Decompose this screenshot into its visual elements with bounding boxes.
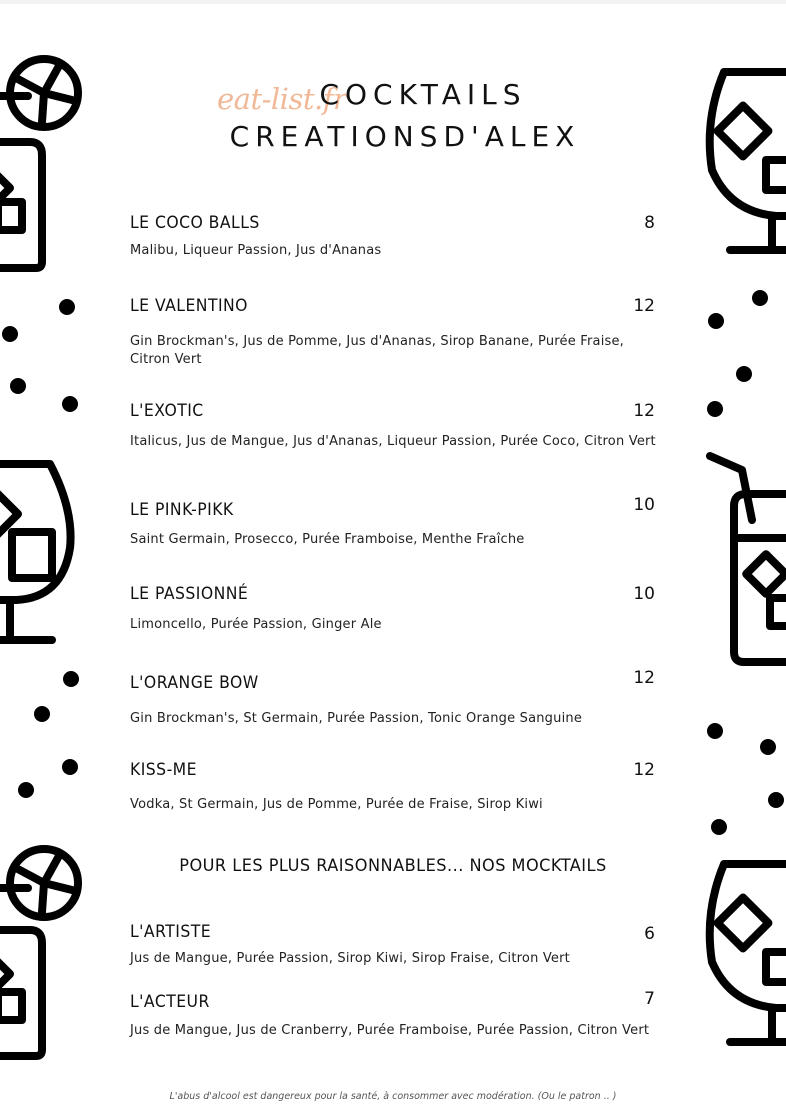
cocktail-description: Malibu, Liqueur Passion, Jus d'Ananas (130, 243, 382, 258)
dots-decoration (2, 299, 78, 412)
cocktail-price: 12 (633, 401, 655, 421)
gin-glass-icon (0, 464, 71, 640)
cocktail-name: LE PASSIONNÉ (130, 584, 249, 604)
cocktail-price: 12 (633, 668, 655, 688)
dots-decoration (18, 671, 79, 798)
cocktail-description: Gin Brockman's, St Germain, Purée Passion, Tonic Orange Sanguine (130, 711, 583, 726)
cocktail-name: L'ORANGE BOW (130, 673, 259, 693)
cocktail-description: Saint Germain, Prosecco, Purée Framboise, Menthe Fraîche (130, 532, 525, 547)
cocktail-description: Vodka, St Germain, Jus de Pomme, Purée de Fraise, Sirop Kiwi (130, 797, 543, 812)
cocktail-description: Italicus, Jus de Mangue, Jus d'Ananas, Liqueur Passion, Purée Coco, Citron Vert (130, 434, 656, 449)
cocktail-price: 10 (633, 495, 655, 515)
cocktail-name: KISS-ME (130, 760, 197, 780)
mocktail-description: Jus de Mangue, Jus de Cranberry, Purée Framboise, Purée Passion, Citron Vert (130, 1023, 650, 1038)
highball-straw-icon (710, 456, 786, 662)
cocktail-price: 8 (644, 213, 655, 233)
menu-subtitle: CREATIONSD'ALEX (229, 120, 581, 153)
dots-decoration (707, 290, 768, 417)
cocktail-price: 12 (633, 296, 655, 316)
cocktail-name: LE COCO BALLS (130, 213, 260, 233)
mocktail-price: 7 (644, 989, 655, 1009)
alcohol-warning-footer: L'abus d'alcool est dangereux pour la santé, à consommer avec modération. (Ou le patron .. ) (169, 1091, 617, 1102)
mocktail-price: 6 (644, 924, 655, 944)
cocktail-price: 10 (633, 584, 655, 604)
cocktail-name: L'EXOTIC (130, 401, 204, 421)
cocktail-price: 12 (633, 760, 655, 780)
cocktail-name: LE PINK-PIKK (130, 500, 234, 520)
mocktail-name: L'ARTISTE (130, 922, 212, 942)
cocktail-glass-lemon-icon (0, 849, 78, 1056)
cocktail-description: Gin Brockman's, Jus de Pomme, Jus d'Ananas, Sirop Banane, Purée Fraise, Citron Vert (130, 334, 625, 367)
watermark: eat-list.fr (217, 82, 347, 116)
cocktail-description: Limoncello, Purée Passion, Ginger Ale (130, 617, 382, 632)
mocktails-section-title: POUR LES PLUS RAISONNABLES... NOS MOCKTAILS (179, 856, 607, 876)
gin-glass-icon (710, 864, 786, 1042)
dots-decoration (707, 723, 784, 835)
menu-title: COCKTAILS (319, 78, 527, 111)
mocktail-name: L'ACTEUR (130, 992, 210, 1012)
cocktail-name: LE VALENTINO (130, 296, 248, 316)
mocktail-description: Jus de Mangue, Purée Passion, Sirop Kiwi, Sirop Fraise, Citron Vert (130, 951, 570, 966)
